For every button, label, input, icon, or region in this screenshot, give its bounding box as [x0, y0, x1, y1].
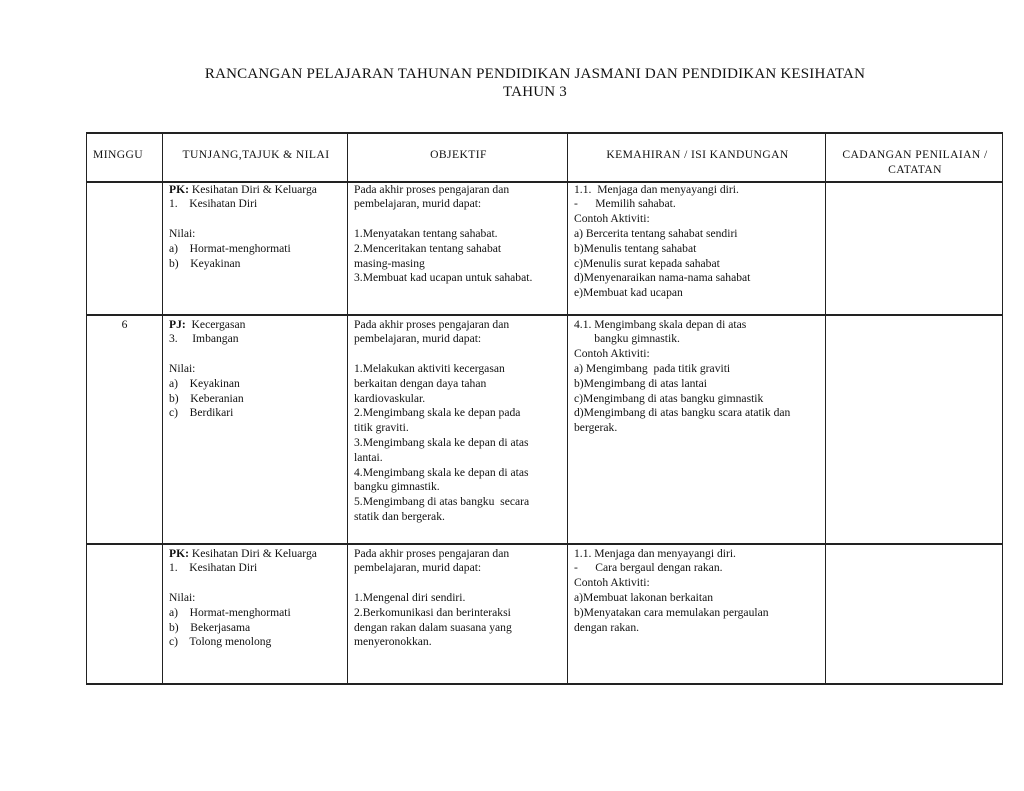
- objektif-intro: Pada akhir proses pengajaran dan: [354, 317, 510, 331]
- table-row: [87, 315, 1003, 544]
- tunjang-label: PJ:: [169, 317, 186, 331]
- nilai-label: Nilai:: [169, 226, 196, 240]
- objektif-item: 2.Mengimbang skala ke depan pada: [354, 406, 521, 420]
- nilai-item: c) Tolong menolong: [169, 635, 272, 649]
- nilai-item: a) Hormat-menghormati: [169, 241, 291, 255]
- kemahiran-line: bergerak.: [574, 421, 618, 435]
- table-header-row: [87, 133, 1003, 182]
- objektif-item: masing-masing: [354, 256, 425, 270]
- cell-tunjang: [163, 182, 348, 315]
- objektif-item: menyeronokkan.: [354, 635, 432, 649]
- nilai-item: c) Berdikari: [169, 406, 234, 420]
- kemahiran-line: 1.1. Menjaga dan menyayangi diri.: [574, 546, 736, 560]
- nilai-item: a) Hormat-menghormati: [169, 605, 291, 619]
- cell-kemahiran: [568, 544, 826, 684]
- kemahiran-line: b)Mengimbang di atas lantai: [574, 376, 707, 390]
- cell-tunjang: [163, 544, 348, 684]
- cell-kemahiran: [568, 315, 826, 544]
- kemahiran-line: dengan rakan.: [574, 620, 640, 634]
- kemahiran-line: a) Mengimbang pada titik graviti: [574, 361, 731, 375]
- cell-kemahiran: [568, 182, 826, 315]
- cell-minggu: [87, 544, 163, 684]
- objektif-item: lantai.: [354, 450, 383, 464]
- tunjang-subtopic: 1. Kesihatan Diri: [169, 561, 258, 575]
- kemahiran-line: 1.1. Menjaga dan menyayangi diri.: [574, 182, 739, 196]
- kemahiran-line: d)Menyenaraikan nama-nama sahabat: [574, 271, 751, 285]
- cell-minggu: 6: [87, 315, 163, 544]
- cell-tunjang: [163, 315, 348, 544]
- header-objektif: OBJEKTIF: [348, 133, 568, 182]
- kemahiran-line: 4.1. Mengimbang skala depan di atas: [574, 317, 747, 331]
- kemahiran-line: Contoh Aktiviti:: [574, 347, 650, 361]
- objektif-intro: pembelajaran, murid dapat:: [354, 197, 482, 211]
- objektif-item: 1.Melakukan aktiviti kecergasan: [354, 361, 505, 375]
- objektif-intro: Pada akhir proses pengajaran dan: [354, 546, 510, 560]
- objektif-item: bangku gimnastik.: [354, 480, 440, 494]
- header-minggu: MINGGU: [87, 133, 163, 182]
- cell-objektif: [348, 544, 568, 684]
- nilai-item: a) Keyakinan: [169, 376, 240, 390]
- objektif-item: titik graviti.: [354, 421, 409, 435]
- nilai-item: b) Bekerjasama: [169, 620, 251, 634]
- cell-cadangan: [826, 544, 1003, 684]
- objektif-item: 3.Mengimbang skala ke depan di atas: [354, 435, 529, 449]
- kemahiran-line: - Memilih sahabat.: [574, 197, 676, 211]
- objektif-item: 1.Menyatakan tentang sahabat.: [354, 226, 498, 240]
- tunjang-topic: Kecergasan: [185, 317, 246, 331]
- table-row: [87, 544, 1003, 684]
- lesson-plan-table: [86, 132, 1003, 685]
- cell-cadangan: [826, 315, 1003, 544]
- header-cadangan-line1: CADANGAN PENILAIAN /: [842, 148, 988, 161]
- tunjang-label: PK:: [169, 182, 189, 196]
- tunjang-topic: Kesihatan Diri & Keluarga: [188, 182, 317, 196]
- kemahiran-line: a) Bercerita tentang sahabat sendiri: [574, 226, 738, 240]
- nilai-label: Nilai:: [169, 590, 196, 604]
- kemahiran-line: d)Mengimbang di atas bangku scara atatik dan: [574, 406, 791, 420]
- header-cadangan: [826, 133, 1003, 182]
- kemahiran-line: c)Mengimbang di atas bangku gimnastik: [574, 391, 764, 405]
- tunjang-label: PK:: [169, 546, 189, 560]
- kemahiran-line: Contoh Aktiviti:: [574, 212, 650, 226]
- header-cadangan-line2: CATATAN: [888, 162, 942, 176]
- tunjang-subtopic: 3. Imbangan: [169, 332, 239, 346]
- nilai-item: b) Keyakinan: [169, 256, 241, 270]
- cell-objektif: [348, 315, 568, 544]
- tunjang-topic: Kesihatan Diri & Keluarga: [188, 546, 317, 560]
- kemahiran-line: b)Menyatakan cara memulakan pergaulan: [574, 605, 769, 619]
- kemahiran-line: Contoh Aktiviti:: [574, 576, 650, 590]
- objektif-item: statik dan bergerak.: [354, 509, 445, 523]
- objektif-item: 4.Mengimbang skala ke depan di atas: [354, 465, 529, 479]
- header-tunjang: TUNJANG,TAJUK & NILAI: [163, 133, 348, 182]
- cell-minggu: [87, 182, 163, 315]
- table-row: [87, 182, 1003, 315]
- objektif-item: kardiovaskular.: [354, 391, 426, 405]
- nilai-label: Nilai:: [169, 361, 196, 375]
- kemahiran-line: a)Membuat lakonan berkaitan: [574, 590, 714, 604]
- objektif-item: 5.Mengimbang di atas bangku secara: [354, 495, 530, 509]
- nilai-item: b) Keberanian: [169, 391, 244, 405]
- objektif-item: 1.Mengenal diri sendiri.: [354, 590, 466, 604]
- objektif-item: 2.Berkomunikasi dan berinteraksi: [354, 605, 511, 619]
- objektif-item: dengan rakan dalam suasana yang: [354, 620, 512, 634]
- cell-cadangan: [826, 182, 1003, 315]
- tunjang-subtopic: 1. Kesihatan Diri: [169, 197, 258, 211]
- objektif-item: 3.Membuat kad ucapan untuk sahabat.: [354, 271, 533, 285]
- kemahiran-line: - Cara bergaul dengan rakan.: [574, 561, 723, 575]
- objektif-intro: pembelajaran, murid dapat:: [354, 561, 482, 575]
- document-subtitle: TAHUN 3: [503, 84, 567, 100]
- kemahiran-line: b)Menulis tentang sahabat: [574, 241, 697, 255]
- document-title: RANCANGAN PELAJARAN TAHUNAN PENDIDIKAN JASMANI DAN PENDIDIKAN KESIHATAN: [204, 66, 866, 82]
- cell-objektif: [348, 182, 568, 315]
- kemahiran-line: bangku gimnastik.: [574, 332, 680, 346]
- kemahiran-line: c)Menulis surat kepada sahabat: [574, 256, 720, 270]
- header-kemahiran: KEMAHIRAN / ISI KANDUNGAN: [568, 133, 826, 182]
- objektif-intro: pembelajaran, murid dapat:: [354, 332, 482, 346]
- objektif-item: 2.Menceritakan tentang sahabat: [354, 241, 502, 255]
- objektif-intro: Pada akhir proses pengajaran dan: [354, 182, 510, 196]
- objektif-item: berkaitan dengan daya tahan: [354, 376, 487, 390]
- kemahiran-line: e)Membuat kad ucapan: [574, 286, 683, 300]
